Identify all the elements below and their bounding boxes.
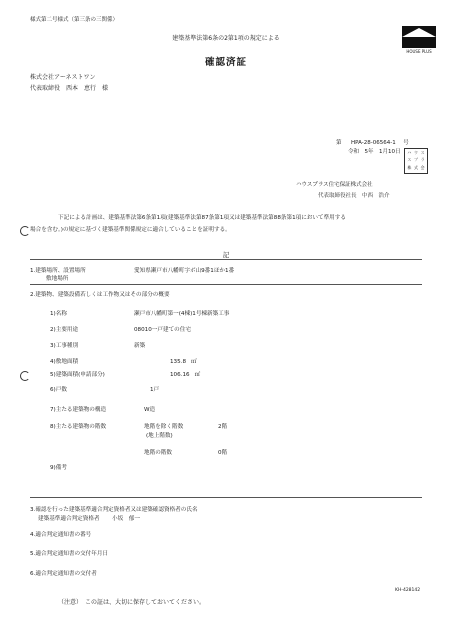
sub-value-site-area: 135.8 ㎡	[170, 359, 197, 365]
addressee-representative: 代表取締役 西本 恵行 様	[30, 85, 109, 92]
sub-value-stories-above-num: 2階	[218, 424, 228, 430]
divider	[30, 284, 422, 285]
preservation-note: （注意） この証は、大切に保存しておいてください。	[58, 599, 206, 606]
document-number-value: HPA-28-06564-1	[351, 140, 396, 146]
footer-code: KH-428142	[395, 588, 421, 593]
addressee-company: 株式会社アーネストワン	[30, 74, 96, 81]
company-seal-stamp: ハ ウ ス ス プ ラ 株 式 会	[404, 148, 428, 174]
legal-basis-heading: 建築基準法第6条の2第1項の規定による	[172, 35, 280, 42]
document-number-label: 第	[336, 140, 342, 146]
item4-label: 4.適合判定通知書の番号	[30, 532, 92, 538]
sub-value-stories-above: 地階を除く階数	[144, 424, 184, 430]
sub-value-structure: W造	[144, 407, 156, 413]
sub-value-stories-below-num: 0階	[218, 450, 228, 456]
divider	[30, 259, 422, 260]
item6-label: 6.適合判定通知書の交付者	[30, 571, 97, 577]
divider	[30, 497, 422, 498]
sub-label-units: 6)戸数	[50, 387, 67, 393]
sub-label-stories: 8)主たる建築物の階数	[50, 424, 107, 430]
sub-value-stories-below: 地階の階数	[144, 450, 172, 456]
item1-label-b: 敷地場所	[46, 276, 69, 282]
item3-sublabel: 建築基準適合判定資格者	[38, 516, 100, 522]
sub-label-name: 1)名称	[50, 311, 67, 317]
document-number-suffix: 号	[403, 140, 409, 146]
sub-value-stories-above-sub: (地上階数)	[146, 433, 173, 439]
logo-text: HOUSE PLUS	[406, 49, 432, 54]
sub-value-use: 08010一戸建ての住宅	[134, 327, 191, 333]
sub-label-structure: 7)主たる建築物の構造	[50, 407, 107, 413]
certification-text-line1: 下記による計画は、建築基準法第6条第1項(建築基準法第87条第1項又は建築基準法第88条第1項において準用する	[58, 215, 346, 221]
item1-label-a: 1.建築場所、設置場所	[30, 268, 86, 274]
punch-hole-icon	[20, 371, 30, 381]
page-title: 確認済証	[204, 57, 247, 68]
sub-value-building-area: 106.16 ㎡	[170, 372, 201, 378]
issuer-representative: 代表取締役社長 中西 浩介	[318, 193, 390, 199]
sub-label-site-area: 4)敷地面積	[50, 359, 79, 365]
item2-label: 2.建築物、建築設備若しくは工作物又はその部分の概要	[30, 292, 170, 298]
item1-value: 愛知県瀬戸市八幡町字ボ山9番1ほか1番	[134, 268, 235, 274]
sub-label-use: 2)主要用途	[50, 327, 79, 333]
sub-value-name: 瀬戸市八幡町第一(4棟)1号棟新築工事	[134, 311, 230, 317]
document-date: 令和 5年 1月10日	[348, 149, 401, 155]
item5-label: 5.適合判定通知書の交付年月日	[30, 551, 109, 557]
sub-label-building-area: 5)建築面積(申請部分)	[50, 372, 105, 378]
form-number: 様式第二号様式（第三条の三関係）	[30, 17, 119, 23]
sub-label-remarks: 9)備考	[50, 465, 67, 471]
punch-hole-icon	[20, 226, 30, 236]
certification-text-line2: 場合を含む。)の規定に基づく建築基準関係規定に適合していることを証明する。	[30, 227, 231, 233]
sub-value-work-type: 新築	[134, 343, 146, 349]
ki-heading: 記	[222, 251, 230, 259]
issuer-organization: ハウスプラス住宅保証株式会社	[296, 182, 373, 188]
document-number	[336, 139, 409, 147]
sub-label-work-type: 3)工事種別	[50, 343, 79, 349]
sub-value-units: 1戸	[150, 387, 160, 393]
item3-label: 3.確認を行った建築基準適合判定資格者又は建築確認資格者の氏名	[30, 507, 198, 513]
item3-inspector-name: 小坂 郁一	[112, 516, 140, 522]
